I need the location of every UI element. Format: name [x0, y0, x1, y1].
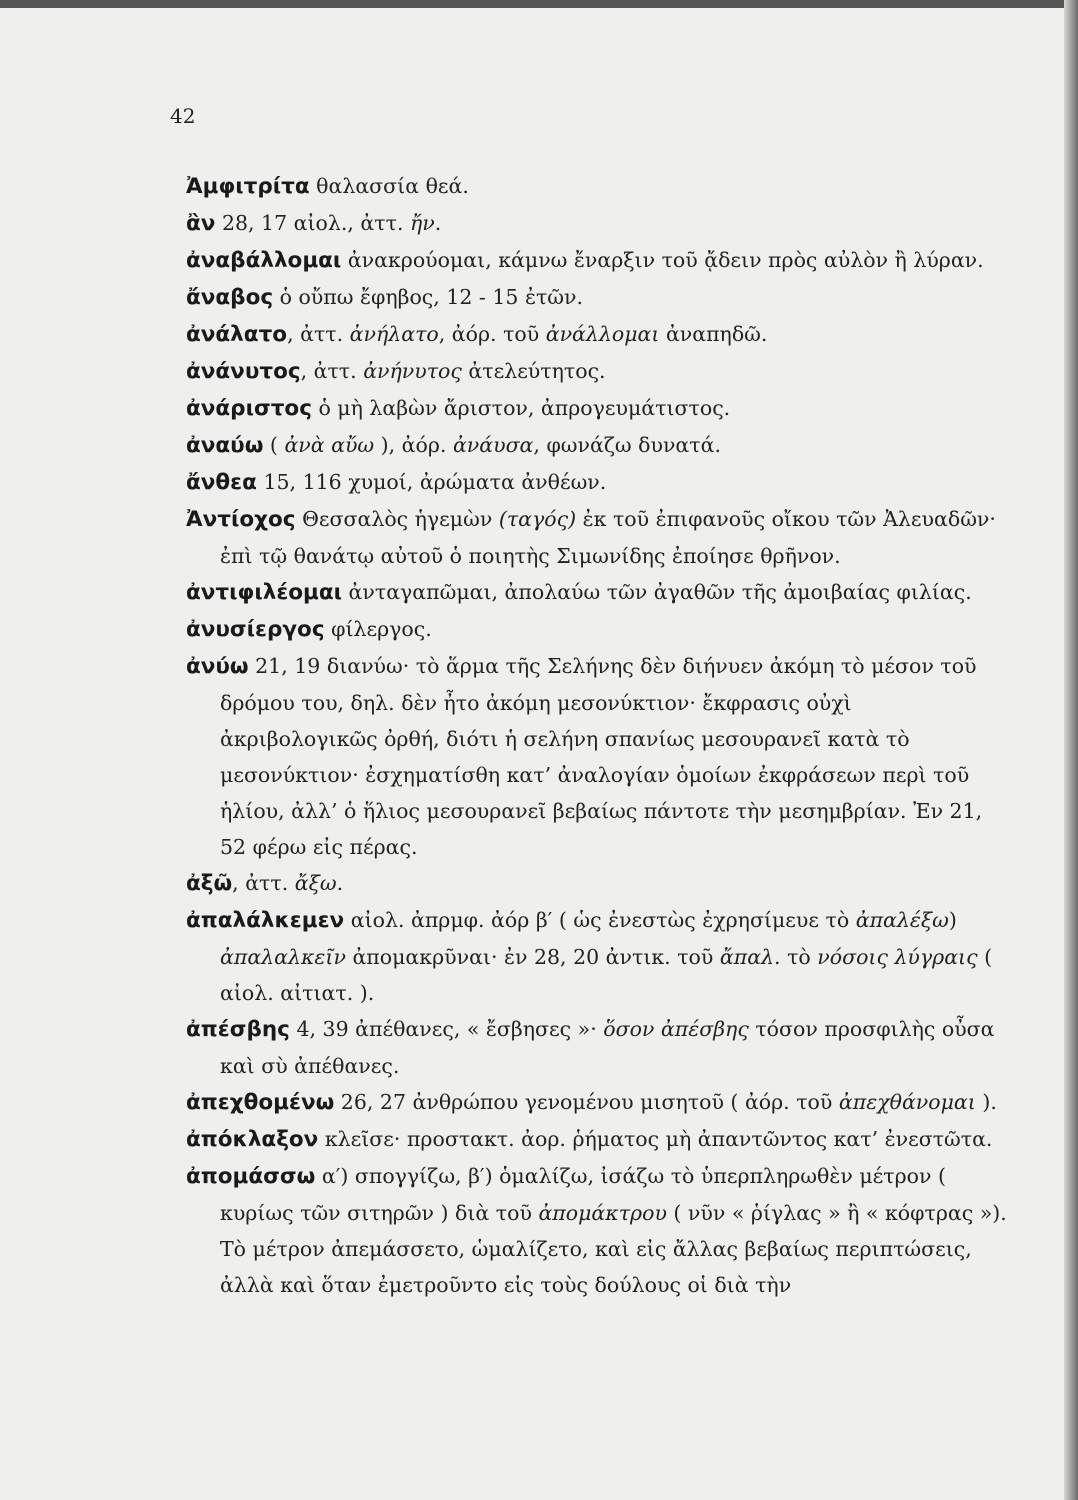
entry-italic-text: ἄξω	[294, 871, 337, 895]
entry-italic-text: ἀνάυσα	[452, 433, 534, 457]
entry-text: αἰολ. ἀπρμφ. ἀόρ β′ ( ὡς ἐνεστὼς ἐχρησίμευε τὸ	[344, 908, 856, 932]
entry-text: ), ἀόρ.	[374, 433, 453, 457]
entry-headword: ἄναβος	[186, 285, 274, 310]
scan-top-edge	[0, 0, 1078, 8]
entry-headword: Ἀντίοχος	[186, 507, 296, 532]
dictionary-entry	[186, 648, 1014, 865]
entry-headword: ἀναύω	[186, 433, 264, 458]
entry-text: , ἀττ.	[232, 871, 295, 895]
dictionary-entry	[186, 865, 1014, 902]
dictionary-entry	[186, 1158, 1014, 1303]
entry-text: ( αἰολ. αἰτιατ. ).	[220, 945, 993, 1005]
entry-text: .	[434, 211, 442, 235]
entry-headword: ἀνύω	[186, 654, 249, 679]
entry-headword: Ἀμφιτρίτα	[186, 174, 310, 199]
entry-text: ἀνακρούομαι, κάμνω ἔναρξιν τοῦ ᾄδειν πρὸς αὐλὸν ἢ λύραν.	[341, 248, 984, 272]
entry-italic-text: (ταγός)	[498, 507, 577, 531]
dictionary-entry	[186, 390, 1014, 427]
dictionary-entry	[186, 1084, 1014, 1121]
entry-text: ὁ οὔπω ἔφηβος, 12 - 15 ἐτῶν.	[273, 285, 584, 309]
entry-italic-text: νόσοις λύγραις	[817, 945, 978, 969]
dictionary-entry	[186, 902, 1014, 1011]
entry-headword: ἀνάριστος	[186, 396, 312, 421]
dictionary-entry	[186, 168, 1014, 205]
entry-headword: ἀντιφιλέομαι	[186, 580, 343, 605]
entry-headword: ἀναβάλλομαι	[186, 248, 342, 273]
entry-text: θαλασσία θεά.	[309, 174, 469, 198]
entry-headword: ἀνάλατο	[186, 322, 288, 347]
entry-text: ἀναπηδῶ.	[659, 322, 768, 346]
entry-text: )	[948, 908, 957, 932]
entry-text: ).	[975, 1090, 997, 1114]
entry-text: ἀτελεύτητος.	[461, 359, 606, 383]
dictionary-entry	[186, 427, 1014, 464]
entry-text: ἀπομακρῦναι· ἐν 28, 20 ἀντικ. τοῦ	[345, 945, 720, 969]
entry-headword: ἄνθεα	[186, 470, 257, 495]
entry-text: , ἀττ.	[287, 322, 350, 346]
dictionary-entry	[186, 279, 1014, 316]
entry-text: 4, 39 ἀπέθανες, « ἔσβησες »·	[289, 1017, 604, 1041]
entry-text: ἐκ τοῦ ἐπιφανοῦς οἴκου τῶν Ἀλευαδῶν· ἐπὶ τῷ θανάτῳ αὐτοῦ ὁ ποιητὴς Σιμωνίδης ἐποίησε θρῆνον.	[220, 507, 996, 568]
entry-text: ὁ μὴ λαβὼν ἄριστον, ἀπρογευμάτιστος.	[311, 396, 731, 420]
entry-italic-text: ἀνὰ αὔω	[284, 433, 375, 457]
entry-headword: ἀνυσίεργος	[186, 617, 325, 642]
entry-text: , ἀττ.	[300, 359, 364, 383]
entry-headword: ἀπομάσσω	[186, 1164, 316, 1189]
entry-text: τόσον προσφιλὴς οὖσα καὶ σὺ ἀπέθανες.	[220, 1017, 995, 1078]
entry-text: 21, 19 διανύω· τὸ ἅρμα τῆς Σελήνης δὲν διήνυεν ἀκόμη τὸ μέσον τοῦ δρόμου του, δηλ. δὲν ἦτο ἀκόμη μεσονύκτιον· ἔκφρασις οὐχὶ ἀκριβολογικῶς ὀρθή, διότι ἡ σελήνη σπανίως μεσουρανεῖ κατὰ τὸ μεσονύκτιον· ἐσχηματίσθη κατ’ ἀναλογίαν ὁμοίων ἐκφράσεων περὶ τοῦ ἡλίου, ἀλλ’ ὁ ἥλιος μεσουρανεῖ βεβαίως πάντοτε τὴν μεσημβρίαν. Ἐν 21, 52 φέρω εἰς πέρας.	[220, 654, 983, 859]
dictionary-entry	[186, 501, 1014, 574]
entry-text: .	[336, 871, 344, 895]
entry-text: , ἀόρ. τοῦ	[438, 322, 546, 346]
entry-text: ἀνταγαπῶμαι, ἀπολαύω τῶν ἀγαθῶν τῆς ἀμοιβαίας φιλίας.	[342, 580, 972, 604]
entry-text: Θεσσαλὸς ἡγεμὼν	[295, 507, 499, 531]
entry-text: φίλεργος.	[324, 617, 432, 641]
entry-headword: ἂν	[186, 211, 216, 236]
dictionary-entry	[186, 611, 1014, 648]
entry-text: 15, 116 χυμοί, ἀρώματα ἀνθέων.	[256, 470, 607, 494]
dictionary-entry	[186, 574, 1014, 611]
entry-italic-text: ὅσον ἀπέσβης	[603, 1017, 749, 1041]
entry-italic-text: ἀνήνυτος	[363, 359, 462, 383]
entry-text: ( νῦν « ῥίγλας » ἢ « κόφτρας »). Τὸ μέτρον ἀπεμάσσετο, ὡμαλίζετο, καὶ εἰς ἄλλας βεβαίως περιπτώσεις, ἀλλὰ καὶ ὅταν ἐμετροῦντο εἰς τοὺς δούλους οἱ διὰ τὴν	[220, 1201, 1007, 1297]
entry-text: , φωνάζω δυνατά.	[533, 433, 721, 457]
entry-text: (	[263, 433, 285, 457]
entry-italic-text: ἤν	[409, 211, 435, 235]
entry-italic-text: ἀπαλαλκεῖν	[220, 945, 346, 969]
entry-text: 26, 27 ἀνθρώπου γενομένου μισητοῦ ( ἀόρ. τοῦ	[334, 1090, 839, 1114]
entry-text: κλεῖσε· προστακτ. ἀορ. ῥήματος μὴ ἀπαντῶντος κατ’ ἐνεστῶτα.	[318, 1127, 993, 1151]
dictionary-entry	[186, 205, 1014, 242]
entry-headword: ἀπεχθομένω	[186, 1090, 335, 1115]
entry-headword: ἀπόκλαξον	[186, 1127, 319, 1152]
entry-headword: ἀνάνυτος	[186, 359, 301, 384]
entry-text: τὸ	[780, 945, 818, 969]
entry-italic-text: ἄπαλ.	[719, 945, 781, 969]
entry-headword: ἀπαλάλκεμεν	[186, 908, 345, 933]
dictionary-entry	[186, 464, 1014, 501]
entry-headword: ἀξῶ	[186, 871, 233, 896]
entry-italic-text: ἀπαλέξω	[855, 908, 949, 932]
entry-italic-text: ἀπομάκτρου	[538, 1201, 667, 1225]
scan-binding-edge	[1064, 0, 1078, 1500]
entry-headword: ἀπέσβης	[186, 1017, 290, 1042]
dictionary-entry	[186, 1011, 1014, 1084]
dictionary-entries	[186, 168, 1014, 1303]
page-number: 42	[170, 104, 196, 128]
entry-italic-text: ἀνήλατο	[349, 322, 439, 346]
entry-italic-text: ἀνάλλομαι	[545, 322, 660, 346]
dictionary-entry	[186, 1121, 1014, 1158]
dictionary-entry	[186, 242, 1014, 279]
entry-text: α′) σπογγίζω, β′) ὁμαλίζω, ἰσάζω τὸ ὑπερπληρωθὲν μέτρον ( κυρίως τῶν σιτηρῶν ) διὰ τοῦ	[220, 1164, 947, 1225]
dictionary-entry	[186, 316, 1014, 353]
entry-text: 28, 17 αἰολ., ἀττ.	[215, 211, 410, 235]
dictionary-entry	[186, 353, 1014, 390]
entry-italic-text: ἀπεχθάνομαι	[838, 1090, 976, 1114]
